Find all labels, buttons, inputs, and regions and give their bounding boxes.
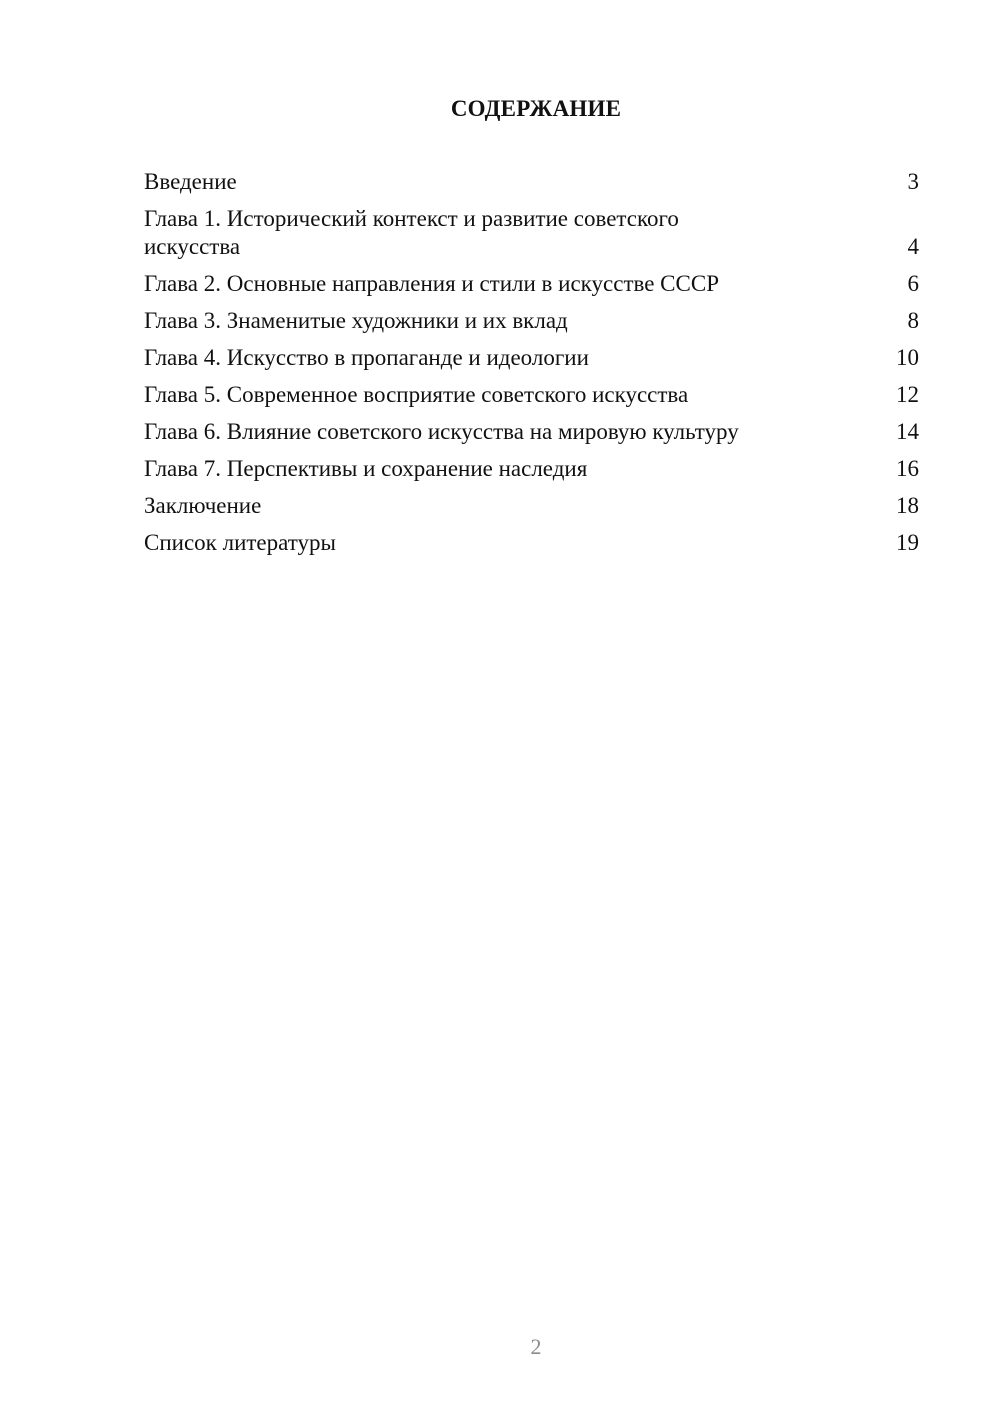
toc-entry-title: Глава 6. Влияние советского искусства на мировую культуру bbox=[144, 419, 739, 444]
toc-entry-title: Глава 7. Перспективы и сохранение наследия bbox=[144, 456, 588, 481]
toc-entry-page: 18 bbox=[896, 493, 919, 518]
toc-entry-chapter-7 bbox=[144, 455, 919, 483]
table-of-contents bbox=[144, 168, 919, 566]
toc-entry-title: Заключение bbox=[144, 493, 262, 518]
toc-entry-title: Глава 5. Современное восприятие советского искусства bbox=[144, 382, 689, 407]
toc-entry-page: 4 bbox=[907, 234, 919, 259]
toc-entry-bibliography bbox=[144, 529, 919, 557]
toc-entry-chapter-6 bbox=[144, 418, 919, 446]
toc-entry-page: 10 bbox=[896, 345, 919, 370]
toc-entry-title: Список литературы bbox=[144, 530, 336, 555]
toc-entry-page: 16 bbox=[896, 456, 919, 481]
toc-entry-page: 12 bbox=[896, 382, 919, 407]
toc-entry-page: 19 bbox=[896, 530, 919, 555]
page-number: 2 bbox=[530, 1334, 542, 1359]
toc-entry-page: 14 bbox=[896, 419, 919, 444]
toc-entry-chapter-3 bbox=[144, 307, 919, 335]
toc-entry-chapter-5 bbox=[144, 381, 919, 409]
toc-entry-page: 3 bbox=[907, 169, 919, 194]
toc-entry-page: 8 bbox=[907, 308, 919, 333]
page-title: СОДЕРЖАНИЕ bbox=[450, 96, 622, 121]
toc-entry-title: Глава 4. Искусство в пропаганде и идеологии bbox=[144, 345, 589, 370]
toc-entry-title: Глава 3. Знаменитые художники и их вклад bbox=[144, 308, 568, 333]
toc-entry-title: Глава 1. Исторический контекст и развитие советского искусства bbox=[144, 206, 679, 259]
toc-entry-title: Глава 2. Основные направления и стили в искусстве СССР bbox=[144, 271, 719, 296]
toc-entry-conclusion bbox=[144, 492, 919, 520]
toc-entry-chapter-4 bbox=[144, 344, 919, 372]
toc-entry-page: 6 bbox=[907, 271, 919, 296]
toc-entry-chapter-2 bbox=[144, 270, 919, 298]
toc-entry-title: Введение bbox=[144, 169, 237, 194]
toc-entry-introduction bbox=[144, 168, 919, 196]
toc-entry-chapter-1 bbox=[144, 205, 919, 261]
